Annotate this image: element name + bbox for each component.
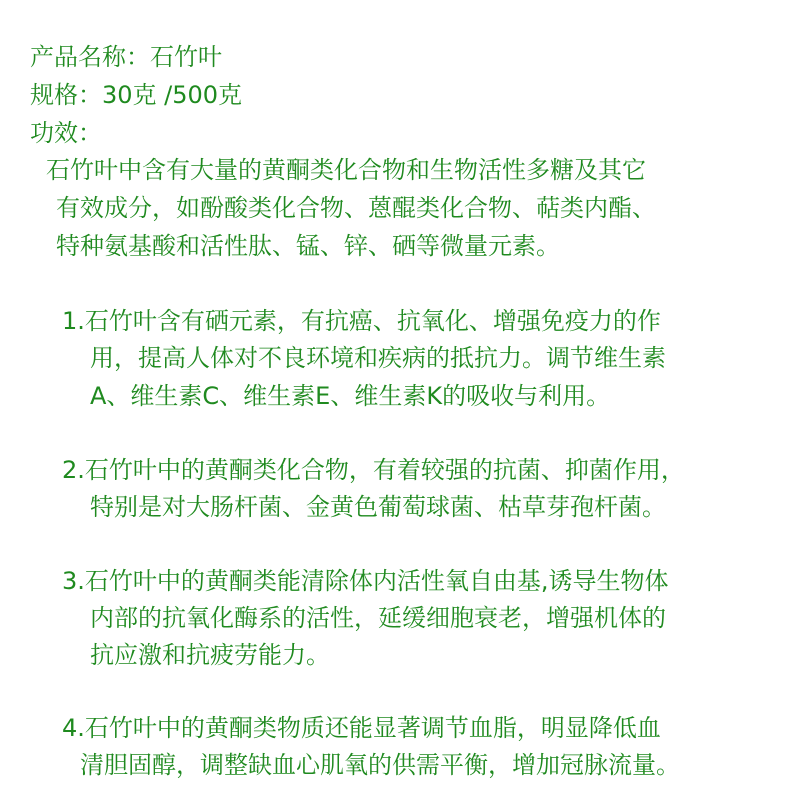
- product-spec-line: 规格：30克 /500克: [30, 81, 243, 109]
- effect-label: 功效：: [30, 119, 102, 147]
- intro-line: 石竹叶中含有大量的黄酮类化合物和生物活性多糖及其它: [46, 156, 646, 184]
- point-2-line: 特别是对大肠杆菌、金黄色葡萄球菌、枯草芽孢杆菌。: [90, 493, 666, 521]
- point-2-line: 2.石竹叶中的黄酮类化合物，有着较强的抗菌、抑菌作用，: [62, 456, 685, 484]
- point-4-line: 4.石竹叶中的黄酮类物质还能显著调节血脂，明显降低血: [62, 714, 661, 742]
- point-3-line: 内部的抗氧化酶系的活性，延缓细胞衰老，增强机体的: [90, 604, 666, 632]
- product-name-line: 产品名称：石竹叶: [30, 43, 222, 71]
- intro-line: 有效成分，如酚酸类化合物、蒽醌类化合物、萜类内酯、: [56, 194, 656, 222]
- point-4-line: 清胆固醇，调整缺血心肌氧的供需平衡，增加冠脉流量。: [80, 751, 680, 779]
- point-1-line: A、维生素C、维生素E、维生素K的吸收与利用。: [90, 382, 611, 410]
- point-1-line: 用，提高人体对不良环境和疾病的抵抗力。调节维生素: [90, 344, 666, 372]
- intro-line: 特种氨基酸和活性肽、锰、锌、硒等微量元素。: [56, 232, 560, 260]
- point-3-line: 抗应激和抗疲劳能力。: [90, 641, 330, 669]
- point-3-line: 3.石竹叶中的黄酮类能清除体内活性氧自由基,诱导生物体: [62, 567, 669, 595]
- point-1-line: 1.石竹叶含有硒元素，有抗癌、抗氧化、增强免疫力的作: [62, 307, 661, 335]
